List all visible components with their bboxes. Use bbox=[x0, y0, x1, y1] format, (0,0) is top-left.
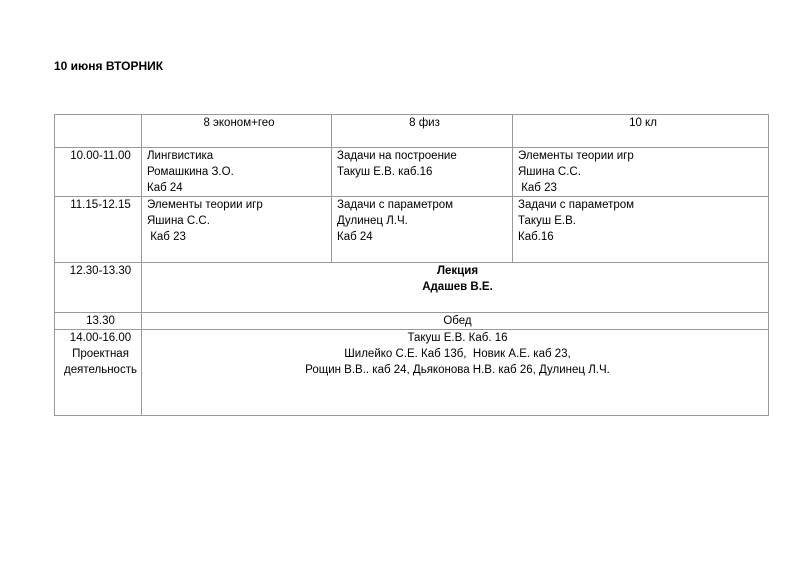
header-time-cell bbox=[55, 115, 142, 148]
lesson-subject: Задачи на построение bbox=[337, 150, 457, 162]
header-8-phys: 8 физ bbox=[332, 115, 513, 148]
lecture-row bbox=[55, 263, 769, 313]
lecture-speaker: Адашев В.Е. bbox=[422, 281, 493, 293]
table-row bbox=[55, 148, 769, 197]
lesson-room: Каб 23 bbox=[518, 182, 557, 194]
project-time: 14.00-16.00 bbox=[69, 332, 132, 344]
schedule-table bbox=[54, 114, 769, 416]
lesson-subject: Задачи с параметром bbox=[337, 199, 454, 211]
lesson-cell bbox=[513, 197, 769, 263]
page-title: 10 июня ВТОРНИК bbox=[54, 59, 164, 73]
lunch-cell: Обед bbox=[142, 313, 769, 330]
lesson-teacher: Дулинец Л.Ч. bbox=[337, 215, 408, 227]
lesson-teacher: Яшина С.С. bbox=[147, 215, 210, 227]
header-row bbox=[55, 115, 769, 148]
project-teachers-line: Рощин В.В.. каб 24, Дьяконова Н.В. каб 26, Дулинец Л.Ч. bbox=[305, 364, 610, 376]
lesson-teacher: Ромашкина З.О. bbox=[147, 166, 234, 178]
time-cell: 13.30 bbox=[55, 313, 142, 330]
time-cell bbox=[55, 330, 142, 416]
lecture-cell bbox=[142, 263, 769, 313]
lunch-row bbox=[55, 313, 769, 330]
header-8-econom-geo: 8 эконом+гео bbox=[142, 115, 332, 148]
lesson-teacher: Яшина С.С. bbox=[518, 166, 581, 178]
lesson-subject: Элементы теории игр bbox=[147, 199, 263, 211]
time-cell: 11.15-12.15 bbox=[55, 197, 142, 263]
lesson-room: Каб 24 bbox=[337, 231, 373, 243]
lesson-subject: Элементы теории игр bbox=[518, 150, 634, 162]
lesson-cell bbox=[513, 148, 769, 197]
project-label-line: Проектная bbox=[72, 348, 129, 360]
lesson-cell bbox=[142, 197, 332, 263]
lesson-room: Каб 23 bbox=[147, 231, 186, 243]
lesson-cell bbox=[332, 148, 513, 197]
project-teachers-line: Такуш Е.В. Каб. 16 bbox=[407, 332, 508, 344]
lesson-room: Каб.16 bbox=[518, 231, 554, 243]
header-10-kl: 10 кл bbox=[513, 115, 769, 148]
lesson-room: Каб 24 bbox=[147, 182, 183, 194]
project-row bbox=[55, 330, 769, 416]
time-cell: 12.30-13.30 bbox=[55, 263, 142, 313]
lesson-cell bbox=[142, 148, 332, 197]
lecture-title: Лекция bbox=[436, 265, 479, 277]
lesson-teacher: Такуш Е.В. каб.16 bbox=[337, 166, 433, 178]
lesson-subject: Лингвистика bbox=[147, 150, 214, 162]
lesson-teacher: Такуш Е.В. bbox=[518, 215, 576, 227]
lesson-cell bbox=[332, 197, 513, 263]
lesson-subject: Задачи с параметром bbox=[518, 199, 635, 211]
project-teachers-line: Шилейко С.Е. Каб 13б, Новик А.Е. каб 23, bbox=[344, 348, 571, 360]
table-row bbox=[55, 197, 769, 263]
project-cell bbox=[142, 330, 769, 416]
project-label-line: деятельность bbox=[64, 364, 137, 376]
time-cell: 10.00-11.00 bbox=[55, 148, 142, 197]
